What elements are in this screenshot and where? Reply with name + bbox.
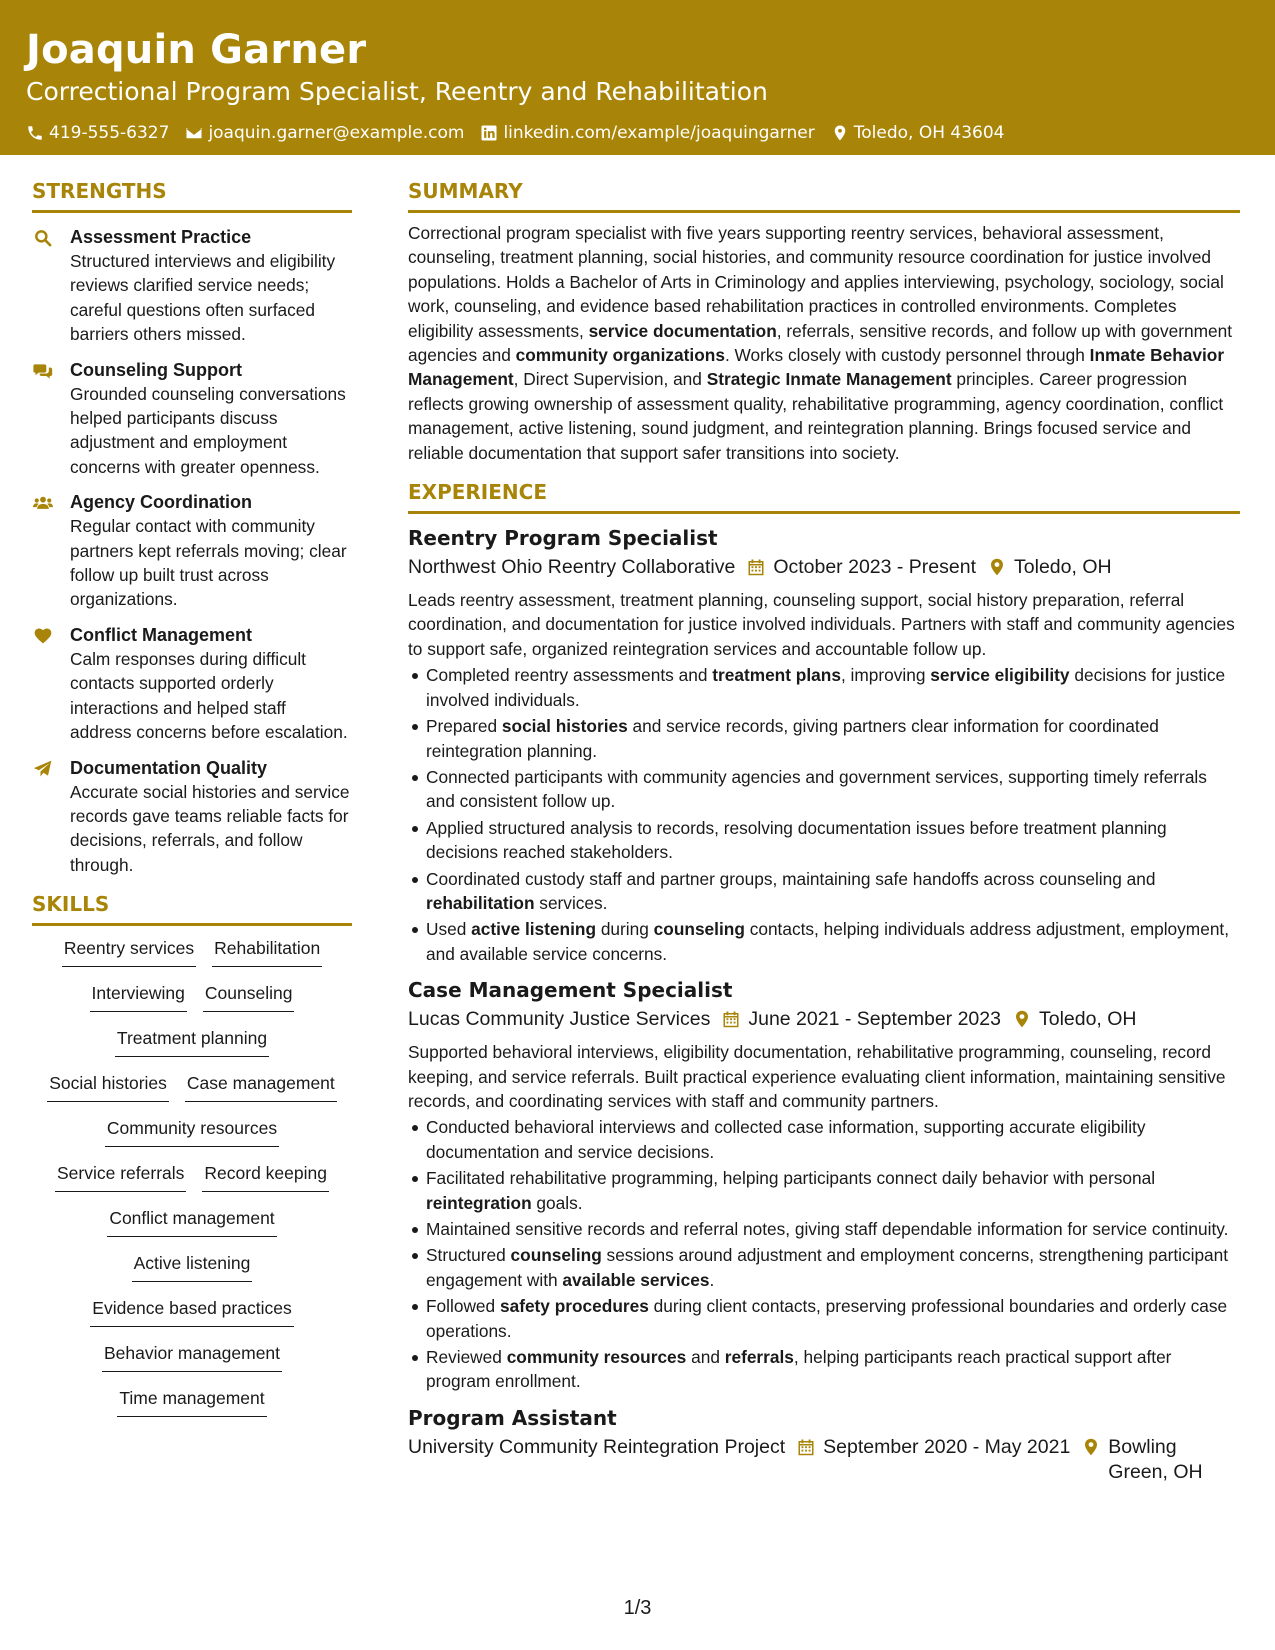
skill-tag: Active listening <box>132 1251 253 1282</box>
candidate-headline: Correctional Program Specialist, Reentry and Rehabilitation <box>26 77 768 106</box>
strength-item <box>32 623 352 745</box>
job-dates-text: September 2020 - May 2021 <box>823 1435 1071 1458</box>
contact-location-text: Toledo, OH 43604 <box>853 123 1005 143</box>
text-run: Conducted behavioral interviews and collected case information, supporting accurate eligibility documentation and service decisions. <box>426 1117 1146 1162</box>
paper-plane-icon <box>32 756 56 878</box>
bold-text: counseling <box>510 1245 602 1266</box>
job-entry <box>408 976 1240 1394</box>
skill-tag: Evidence based practices <box>90 1296 293 1327</box>
strength-title: Agency Coordination <box>70 492 253 513</box>
experience-section <box>408 479 1240 1485</box>
skill-tag: Conflict management <box>107 1206 276 1237</box>
strength-title: Assessment Practice <box>70 227 252 247</box>
skill-tag: Counseling <box>203 981 295 1012</box>
job-description: Supported behavioral interviews, eligibility documentation, rehabilitative programming, counseling, record keeping, and service referrals. Built practical experience evaluating client information, maintaining sensitive records, and coordinating services with staff and community partners. <box>408 1042 1226 1111</box>
skill-row <box>90 981 295 1026</box>
comments-icon <box>32 358 56 480</box>
bold-text: available services <box>562 1269 710 1290</box>
text-run: Completed reentry assessments and <box>426 665 713 686</box>
skill-row <box>132 1251 253 1296</box>
candidate-name: Joaquin Garner <box>26 27 367 73</box>
text-run: and <box>686 1347 725 1368</box>
skill-row <box>55 1161 329 1206</box>
contact-phone[interactable] <box>26 122 169 144</box>
text-run: Used <box>426 919 472 940</box>
text-run: decisions for justice involved individuals. <box>426 665 1226 710</box>
contact-phone-text: 419-555-6327 <box>49 123 170 143</box>
strength-item <box>32 225 352 347</box>
text-run: Connected participants with community agencies and government services, supporting timely referrals and consistent follow up. <box>426 766 1207 812</box>
contact-location <box>831 122 1005 144</box>
skill-row <box>62 936 322 981</box>
text-run: services. <box>534 892 608 913</box>
job-list <box>408 524 1240 1485</box>
text-run: principles. Career progression reflects growing ownership of assessment quality, rehabilitative programming, agency coordination, conflict management, active listening, sound judgment, and reintegration planning. Brings focused service and reliable documentation that support safer transitions into society. <box>408 369 1224 463</box>
phone-icon <box>26 124 44 142</box>
bold-text: counseling <box>653 919 745 940</box>
text-run: Coordinated custody staff and partner groups, maintaining safe handoffs across counseling and <box>426 868 1156 889</box>
bullet-item <box>408 714 1240 763</box>
bullet-item <box>408 1243 1240 1292</box>
summary-heading: SUMMARY <box>408 178 1240 213</box>
experience-heading: EXPERIENCE <box>408 479 1240 514</box>
right-column <box>408 178 1240 1485</box>
skill-row <box>47 1071 337 1116</box>
text-run: . <box>709 1269 715 1290</box>
skill-tag: Treatment planning <box>115 1026 269 1057</box>
job-location-text: Bowling Green, OH <box>1108 1435 1203 1483</box>
job-location <box>988 555 1112 580</box>
skill-row <box>117 1386 266 1431</box>
strengths-section <box>32 178 352 877</box>
resume-header <box>0 0 1275 155</box>
skills-section <box>32 891 352 1431</box>
skills-heading: SKILLS <box>32 891 352 926</box>
skill-tag: Community resources <box>105 1116 279 1147</box>
text-run: , helping participants reach practical support after program enrollment. <box>426 1347 1172 1392</box>
skill-tag: Rehabilitation <box>212 936 322 967</box>
strength-description: Grounded counseling conversations helped participants discuss adjustment and employment concerns with greater openness. <box>70 383 346 477</box>
job-entry <box>408 524 1240 966</box>
strength-description: Accurate social histories and service records gave teams reliable facts for decisions, referrals, and follow through. <box>70 781 350 875</box>
skill-row <box>115 1026 269 1071</box>
bullet-item <box>408 663 1240 712</box>
skill-tag: Time management <box>117 1386 266 1417</box>
job-location-text: Toledo, OH <box>1014 556 1112 579</box>
strength-item <box>32 490 352 612</box>
skill-row <box>105 1116 279 1161</box>
text-run: Facilitated rehabilitative programming, helping participants connect daily behavior with personal <box>426 1168 1156 1189</box>
calendar-icon <box>722 1009 740 1029</box>
skill-tag: Record keeping <box>202 1161 329 1192</box>
bold-text: referrals <box>724 1347 794 1368</box>
summary-text <box>408 221 1240 465</box>
bullet-item <box>408 1115 1240 1164</box>
company-name: Northwest Ohio Reentry Collaborative <box>408 556 736 579</box>
map-pin-icon <box>1013 1009 1031 1029</box>
skill-row <box>90 1296 293 1341</box>
job-entry <box>408 1404 1240 1485</box>
bullet-item <box>408 1217 1240 1241</box>
strength-body <box>70 358 352 480</box>
text-run: Followed <box>426 1296 500 1317</box>
text-run: and service records, giving partners clear information for coordinated reintegration planning. <box>426 716 1159 761</box>
bullet-item <box>408 1345 1240 1394</box>
strength-item <box>32 756 352 878</box>
contact-bar <box>26 122 1249 144</box>
bold-text: service eligibility <box>930 665 1070 686</box>
skill-tag: Social histories <box>47 1071 169 1102</box>
linkedin-icon <box>480 124 498 142</box>
strength-title: Counseling Support <box>70 359 242 380</box>
bold-text: Strategic Inmate Management <box>706 369 952 390</box>
bullet-item <box>408 765 1240 814</box>
strengths-heading: STRENGTHS <box>32 178 352 213</box>
bold-text: active listening <box>471 919 597 940</box>
job-title: Program Assistant <box>408 1405 617 1430</box>
text-run: contacts, helping individuals address adjustment, employment, and available service concerns. <box>426 919 1230 964</box>
skill-tag: Behavior management <box>102 1341 282 1372</box>
map-pin-icon <box>988 557 1006 577</box>
text-run: Reviewed <box>426 1347 507 1368</box>
bullet-item <box>408 867 1240 916</box>
strength-body <box>70 756 352 878</box>
strengths-list <box>32 225 352 877</box>
strength-description: Regular contact with community partners kept referrals moving; clear follow up built trust across organizations. <box>70 516 347 610</box>
map-pin-icon <box>1082 1437 1100 1457</box>
bold-text: social histories <box>501 716 628 737</box>
heart-icon <box>32 623 56 745</box>
job-dates-text: October 2023 - Present <box>773 556 977 579</box>
users-icon <box>32 490 56 612</box>
bullet-item <box>408 1294 1240 1343</box>
summary-section <box>408 178 1240 465</box>
job-dates <box>797 1435 1070 1460</box>
text-run: , referrals, sensitive records, and follow up with government agencies and <box>408 320 1233 366</box>
text-run: during client contacts, preserving professional boundaries and orderly case operations. <box>426 1296 1228 1341</box>
text-run: , Direct Supervision, and <box>513 369 707 390</box>
skill-tag: Reentry services <box>62 936 196 967</box>
strength-body <box>70 225 352 347</box>
contact-linkedin-text: linkedin.com/example/joaquingarner <box>503 123 815 143</box>
left-column <box>32 178 352 1431</box>
contact-email-text: joaquin.garner@example.com <box>208 123 465 143</box>
text-run: Maintained sensitive records and referral notes, giving staff dependable information for service continuity. <box>426 1219 1229 1239</box>
bold-text: community organizations <box>515 345 725 366</box>
bold-text: rehabilitation <box>426 892 535 913</box>
job-bullets <box>408 1115 1240 1393</box>
text-run: during <box>596 919 654 940</box>
calendar-icon <box>747 557 765 577</box>
strength-body <box>70 623 352 745</box>
company-name: Lucas Community Justice Services <box>408 1008 711 1031</box>
bullet-item <box>408 917 1240 966</box>
skill-row <box>102 1341 282 1386</box>
text-run: Applied structured analysis to records, resolving documentation issues before treatment planning decisions reached stakeholders. <box>426 817 1167 863</box>
job-dates <box>747 555 976 580</box>
strength-body <box>70 490 352 612</box>
text-run: Structured <box>426 1245 511 1266</box>
text-run: . Works closely with custody personnel through <box>724 345 1090 366</box>
text-run: , improving <box>840 665 931 686</box>
strength-item <box>32 358 352 480</box>
job-bullets <box>408 663 1240 966</box>
bold-text: service documentation <box>588 320 777 341</box>
text-run: sessions around adjustment and employment concerns, strengthening participant engagement with <box>426 1245 1229 1290</box>
calendar-icon <box>797 1437 815 1457</box>
skills-list <box>32 936 352 1431</box>
job-meta <box>408 1435 1240 1485</box>
bold-text: community resources <box>506 1347 687 1368</box>
envelope-icon <box>185 124 203 142</box>
text-run: Correctional program specialist with five years supporting reentry services, behavioral assessment, counseling, treatment planning, social histories, and community resource coordination for justice involved populations. Holds a Bachelor of Arts in Criminology and applies interviewing, psychology, sociology, social work, counseling, and evidence based rehabilitation practices in controlled environments. Completes eligibility assessments, <box>408 223 1224 341</box>
company-name: University Community Reintegration Project <box>408 1435 786 1458</box>
page-number: 1/3 <box>623 1597 652 1619</box>
job-location <box>1013 1007 1137 1032</box>
job-dates-text: June 2021 - September 2023 <box>748 1008 1001 1031</box>
strength-description: Structured interviews and eligibility reviews clarified service needs; careful questions often surfaced barriers others missed. <box>70 251 336 345</box>
text-run: Prepared <box>426 716 502 737</box>
job-meta <box>408 555 1240 580</box>
skill-tag: Case management <box>185 1071 337 1102</box>
skill-row <box>107 1206 276 1251</box>
contact-linkedin[interactable] <box>480 122 814 144</box>
bold-text: Inmate Behavior Management <box>408 345 1225 390</box>
search-icon <box>32 225 56 347</box>
bold-text: treatment plans <box>712 665 841 686</box>
bold-text: safety procedures <box>499 1296 649 1317</box>
bullet-item <box>408 1166 1240 1215</box>
text-run: goals. <box>531 1192 583 1213</box>
strength-description: Calm responses during difficult contacts supported orderly interactions and helped staff address concerns before escalation. <box>70 648 348 743</box>
map-pin-icon <box>831 124 849 142</box>
job-dates <box>722 1007 1001 1032</box>
contact-email[interactable] <box>185 122 464 144</box>
job-title: Reentry Program Specialist <box>408 526 718 551</box>
skill-tag: Interviewing <box>90 981 187 1012</box>
job-meta <box>408 1007 1240 1032</box>
bullet-item <box>408 816 1240 865</box>
job-title: Case Management Specialist <box>408 978 733 1003</box>
job-location <box>1082 1435 1208 1485</box>
job-description: Leads reentry assessment, treatment planning, counseling support, social history preparation, referral coordination, and documentation for justice involved individuals. Partners with staff and community agencies to support safe, organized reintegration services and accountable follow up. <box>408 590 1235 659</box>
skill-tag: Service referrals <box>55 1161 186 1192</box>
bold-text: reintegration <box>426 1192 532 1213</box>
strength-title: Conflict Management <box>70 624 253 645</box>
strength-title: Documentation Quality <box>70 757 268 778</box>
job-location-text: Toledo, OH <box>1038 1008 1137 1031</box>
